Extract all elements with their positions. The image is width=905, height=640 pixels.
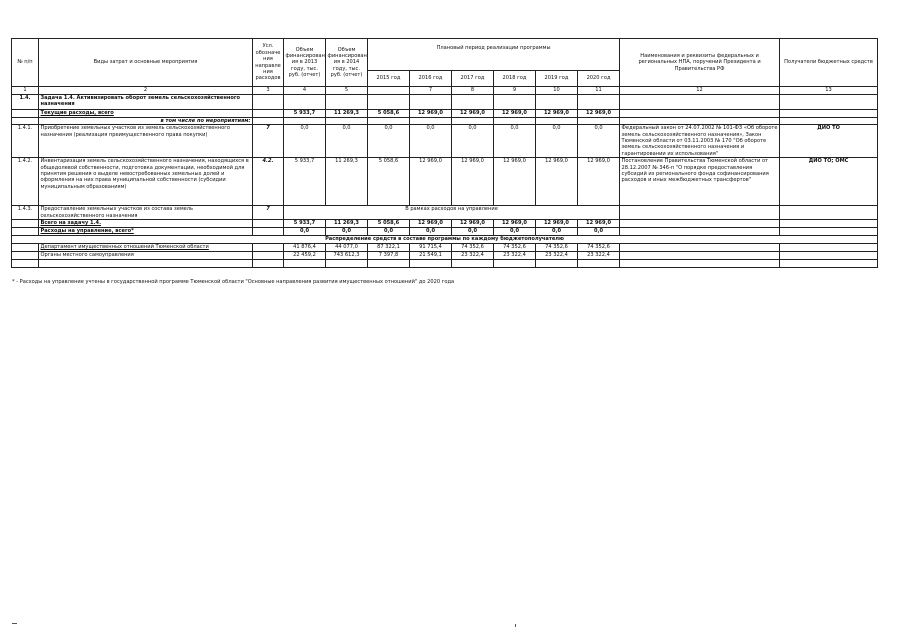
total-2015: 5 058,6: [368, 220, 410, 228]
item-2013: 5 933,7: [284, 158, 326, 206]
col-number: 2: [39, 87, 253, 95]
current-2020: 12 969,0: [578, 110, 620, 118]
header-planned-period: Плановый период реализации программы: [368, 39, 620, 71]
current-expenses-row: [12, 110, 878, 118]
item-npa: Федеральный закон от 24.07.2002 № 101-ФЗ «Об обороте земель сельскохозяйственного назначения», Закон Тюменской области от 03.11.2003 № 170 "Об обороте земель сельскохозяйственного назначения и гарантировании их использования": [621, 125, 778, 157]
total-2014: 11 269,3: [326, 220, 368, 228]
item-unit: 4.2.: [253, 158, 284, 206]
col-number: 3: [253, 87, 284, 95]
item-2020: 0,0: [578, 125, 620, 158]
budget-table-sheet: [11, 38, 877, 268]
col-number: 10: [536, 87, 578, 95]
header-year: 2016 год: [410, 71, 452, 87]
col-number: 11: [578, 87, 620, 95]
header-unit: Усл. обозначе ния направле ния расходов: [253, 39, 284, 87]
management-2020: 0,0: [578, 228, 620, 236]
item-2014: 11 269,3: [326, 158, 368, 206]
management-2014: 0,0: [326, 228, 368, 236]
total-2017: 12 969,0: [452, 220, 494, 228]
footnote: * - Расходы на управление учтены в государственной программе Тюменской области "Основные направления развития имущественных отношений" до 2020 года: [12, 279, 455, 285]
total-2019: 12 969,0: [536, 220, 578, 228]
distribution-title-row: [12, 236, 878, 244]
col-number: 9: [494, 87, 536, 95]
recipient-2019: 23 322,4: [536, 252, 578, 260]
item-title: Приобретение земельных участков из земель сельскохозяйственного назначения (реализация преимущественного права покупки): [39, 125, 253, 158]
recipient-label: Департамент имущественных отношений Тюменской области: [39, 244, 253, 252]
item-merged-note: В рамках расходов на управление: [284, 206, 620, 220]
recipient-row: [12, 252, 878, 260]
item-2018: 12 969,0: [494, 158, 536, 206]
col-number: 1: [12, 87, 39, 95]
col-number: 8: [452, 87, 494, 95]
recipient-2016: 21 549,1: [410, 252, 452, 260]
header-2013: Объем финансирован ия в 2013 году, тыс. руб. (отчет): [284, 39, 326, 87]
header-recipients: Получатели бюджетных средств: [780, 39, 878, 87]
item-number: 1.4.1.: [12, 125, 39, 158]
recipient-2015: 87 322,1: [368, 244, 410, 252]
header-2014: Объем финансирован ия в 2014 году, тыс. руб. (отчет): [326, 39, 368, 87]
recipient-2020: 23 322,4: [578, 252, 620, 260]
recipient-2015: 7 397,8: [368, 252, 410, 260]
including-row: [12, 118, 878, 125]
management-2015: 0,0: [368, 228, 410, 236]
management-2016: 0,0: [410, 228, 452, 236]
item-2019: 12 969,0: [536, 158, 578, 206]
current-2013: 5 933,7: [284, 110, 326, 118]
col-number: 13: [780, 87, 878, 95]
recipient-2014: 44 077,0: [326, 244, 368, 252]
header-npa: Наименования и реквизиты федеральных и региональных НПА, поручений Президента и Правительства РФ: [620, 39, 780, 87]
header-year: 2017 год: [452, 71, 494, 87]
item-unit: 7: [253, 206, 284, 220]
item-row: [12, 206, 878, 220]
header-year: 2020 год: [578, 71, 620, 87]
header-activity: Виды затрат и основные мероприятия: [39, 39, 253, 87]
total-2018: 12 969,0: [494, 220, 536, 228]
task-row: [12, 95, 878, 110]
item-2013: 0,0: [284, 125, 326, 158]
header-year: 2015 год: [368, 71, 410, 87]
recipient-label: Органы местного самоуправления: [39, 252, 253, 260]
col-number: 7: [410, 87, 452, 95]
empty-row: [12, 260, 878, 268]
recipient-2013: 41 876,4: [284, 244, 326, 252]
budget-table: [11, 38, 878, 268]
management-2019: 0,0: [536, 228, 578, 236]
current-2015: 5 058,6: [368, 110, 410, 118]
item-title: Предоставление земельных участков из состава земель сельскохозяйственного назначения: [39, 206, 253, 220]
item-2015: 5 058,6: [368, 158, 410, 206]
table-header-row: [12, 39, 878, 71]
scan-mark: [12, 623, 17, 624]
item-row: [12, 125, 878, 158]
item-number: 1.4.2.: [12, 158, 39, 206]
item-number: 1.4.3.: [12, 206, 39, 220]
item-2019: 0,0: [536, 125, 578, 158]
recipient-row: [12, 244, 878, 252]
management-2017: 0,0: [452, 228, 494, 236]
col-number: [368, 87, 410, 95]
item-recipients: ДИО ТО; ОМС: [780, 158, 878, 206]
header-year: 2018 год: [494, 71, 536, 87]
current-2016: 12 969,0: [410, 110, 452, 118]
recipient-2018: 74 352,6: [494, 244, 536, 252]
recipient-2020: 74 352,6: [578, 244, 620, 252]
item-row: [12, 158, 878, 206]
total-2020: 12 969,0: [578, 220, 620, 228]
item-2016: 0,0: [410, 125, 452, 158]
recipient-2016: 91 715,4: [410, 244, 452, 252]
task-title: Задача 1.4. Активизировать оборот земель сельскохозяйственного назначения: [39, 95, 253, 110]
item-recipients: ДИО ТО: [780, 125, 878, 158]
recipient-2019: 74 352,6: [536, 244, 578, 252]
item-2017: 0,0: [452, 125, 494, 158]
item-unit: 7: [253, 125, 284, 158]
scan-mark: [515, 624, 516, 627]
total-2016: 12 969,0: [410, 220, 452, 228]
task-total-row: [12, 220, 878, 228]
management-2013: 0,0: [284, 228, 326, 236]
task-number: 1.4.: [12, 95, 39, 110]
col-number: 5: [326, 87, 368, 95]
recipient-2018: 23 322,4: [494, 252, 536, 260]
management-row: [12, 228, 878, 236]
item-2020: 12 969,0: [578, 158, 620, 206]
distribution-title: Распределение средств в составе программы по каждому бюджетополучателю: [12, 236, 878, 244]
management-label: Расходы на управление, всего*: [39, 228, 253, 236]
col-number: 4: [284, 87, 326, 95]
item-2018: 0,0: [494, 125, 536, 158]
item-2015: 0,0: [368, 125, 410, 158]
recipient-2014: 743 612,3: [326, 252, 368, 260]
item-2014: 0,0: [326, 125, 368, 158]
current-2014: 11 269,3: [326, 110, 368, 118]
col-number: 12: [620, 87, 780, 95]
recipient-2013: 22 459,2: [284, 252, 326, 260]
task-total-label: Всего на задачу 1.4.: [39, 220, 253, 228]
including-label: в том числе по мероприятиям:: [39, 118, 253, 125]
total-2013: 5 933,7: [284, 220, 326, 228]
recipient-2017: 23 322,4: [452, 252, 494, 260]
item-2017: 12 969,0: [452, 158, 494, 206]
item-npa: Постановление Правительства Тюменской области от 28.12.2007 № 346-п "О порядке предоставления субсидий из регионального фонда софинансирования расходов и иных межбюджетных трансфертов": [620, 158, 780, 206]
item-title: Инвентаризация земель сельскохозяйственного назначения, находящихся в общедолевой собственности, подготовка документации, необходимой для принятия решения о выделе невостребованных земельных долей и оформления на них права муниципальной собственности (субсидии муниципальным образованиям): [39, 158, 253, 206]
recipient-2017: 74 352,6: [452, 244, 494, 252]
column-numbers-row: [12, 87, 878, 95]
current-2018: 12 969,0: [494, 110, 536, 118]
current-expenses-label: Текущие расходы, всего: [39, 110, 253, 118]
current-2017: 12 969,0: [452, 110, 494, 118]
item-2016: 12 969,0: [410, 158, 452, 206]
header-year: 2019 год: [536, 71, 578, 87]
current-2019: 12 969,0: [536, 110, 578, 118]
management-2018: 0,0: [494, 228, 536, 236]
header-number: № п/п: [12, 39, 39, 87]
